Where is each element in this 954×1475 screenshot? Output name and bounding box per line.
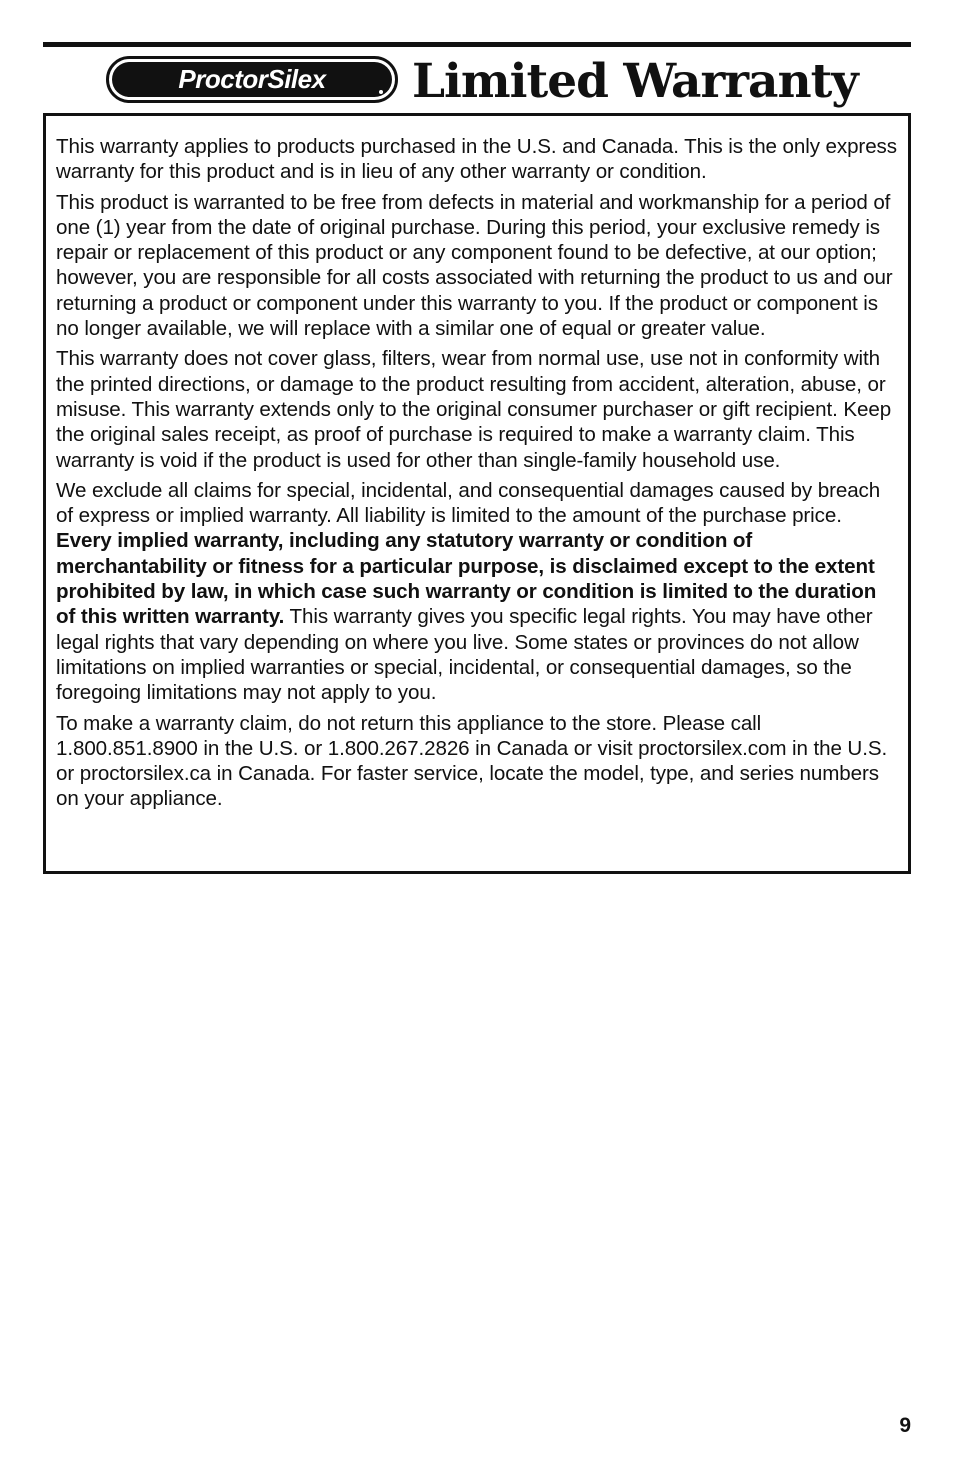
page-title: Limited Warranty (412, 54, 858, 109)
warranty-paragraph-damages (56, 478, 898, 706)
svg-text:ProctorSilex: ProctorSilex (178, 64, 326, 94)
warranty-text-box (43, 113, 911, 874)
implied-warranty-disclaimer: Every implied warranty, including any statutory warranty or condition of merchantability or fitness for a particular purpose, is disclaimed except to the extent prohibited by law, in which case such warranty or condition is limited to the duration of this written warranty. (56, 529, 877, 629)
warranty-paragraph-exclusions: This warranty does not cover glass, filters, wear from normal use, use not in conformity with the printed directions, or damage to the product resulting from accident, alteration, abuse, or misuse. This warranty extends only to the original consumer purchaser or gift recipient. Keep the original sales receipt, as proof of purchase is required to make a warranty claim. This warranty is void if the product is used for other than single-family household use. (56, 347, 892, 472)
warranty-paragraph-period: This product is warranted to be free from defects in material and workmanship for a period of one (1) year from the date of original purchase. During this period, your exclusive remedy is repair or replacement of this product or any component found to be defective, at our option; however, you are responsible for all costs associated with returning the product to us and our returning a product or component under this warranty to you. If the product or component is no longer available, we will replace with a similar one of equal or greater value. (56, 190, 893, 341)
proctor-silex-logo (106, 56, 398, 103)
damages-intro: We exclude all claims for special, incidental, and consequential damages caused by breach of express or implied warranty. All liability is limited to the amount of the purchase price. (56, 478, 881, 528)
warranty-paragraph-claim: To make a warranty claim, do not return this appliance to the store. Please call 1.800.851.8900 in the U.S. or 1.800.267.2826 in Canada or visit proctorsilex.com in the U.S. or proctorsilex.ca in Canada. For faster service, locate the model, type, and series numbers on your appliance. (56, 711, 888, 811)
page-number: 9 (899, 1414, 911, 1437)
header-rule (43, 42, 911, 47)
damages-rest: This warranty gives you specific legal rights. You may have other legal rights that vary depending on where you live. Some states or provinces do not allow limitations on implied warranties or special, incidental, or consequential damages, so the foregoing limitations may not apply to you. (56, 605, 873, 705)
warranty-paragraph-coverage: This warranty applies to products purchased in the U.S. and Canada. This is the only express warranty for this product and is in lieu of any other warranty or condition. (56, 135, 897, 184)
